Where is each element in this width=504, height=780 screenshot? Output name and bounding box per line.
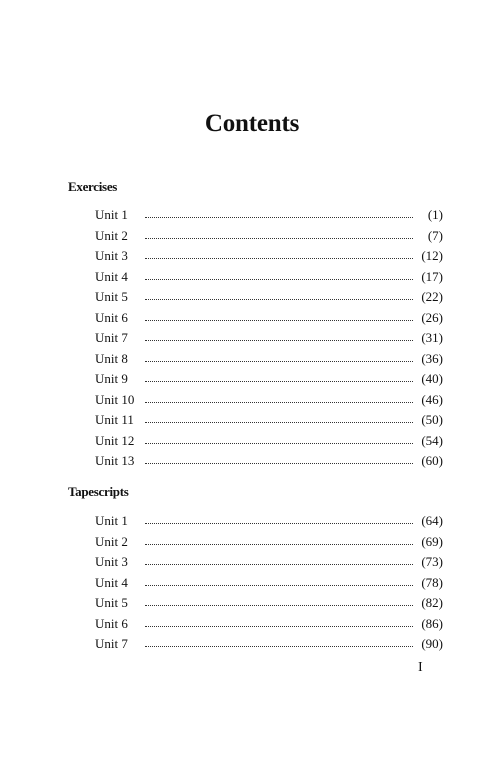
- dot-leader: [145, 442, 413, 444]
- toc-entry: [95, 349, 443, 370]
- dot-leader: [145, 522, 413, 524]
- toc-entry: [95, 552, 443, 573]
- toc-list-exercises: [95, 205, 443, 472]
- toc-entry: [95, 226, 443, 247]
- toc-entry-page: (40): [421, 371, 443, 387]
- toc-entry-label: Unit 1: [95, 207, 128, 223]
- dot-leader: [145, 645, 413, 647]
- toc-entry-label: Unit 6: [95, 615, 128, 631]
- toc-entry: [95, 593, 443, 614]
- section-heading-tapescripts: Tapescripts: [68, 484, 129, 499]
- toc-entry-page: (69): [421, 533, 443, 549]
- dot-leader: [145, 360, 413, 362]
- toc-entry-label: Unit 5: [95, 595, 128, 611]
- dot-leader: [145, 216, 413, 218]
- toc-entry: [95, 287, 443, 308]
- toc-entry-label: Unit 1: [95, 513, 128, 529]
- page-folio: I: [418, 660, 423, 675]
- toc-entry-label: Unit 6: [95, 309, 128, 325]
- dot-leader: [145, 380, 413, 382]
- toc-entry-label: Unit 10: [95, 391, 135, 407]
- toc-entry-page: (46): [421, 391, 443, 407]
- toc-entry-page: (60): [421, 453, 443, 469]
- toc-entry: [95, 369, 443, 390]
- dot-leader: [145, 319, 413, 321]
- section-heading-exercises: Exercises: [68, 179, 118, 194]
- toc-entry-label: Unit 11: [95, 412, 134, 428]
- toc-entry-page: (86): [421, 615, 443, 631]
- dot-leader: [145, 604, 413, 606]
- toc-entry: [95, 634, 443, 655]
- dot-leader: [145, 401, 413, 403]
- dot-leader: [145, 278, 413, 280]
- dot-leader: [145, 462, 413, 464]
- toc-entry-page: (54): [421, 432, 443, 448]
- toc-entry: [95, 614, 443, 635]
- toc-entry: [95, 246, 443, 267]
- toc-entry-page: (22): [421, 289, 443, 305]
- toc-entry-label: Unit 3: [95, 554, 128, 570]
- toc-entry-page: (50): [421, 412, 443, 428]
- toc-entry-label: Unit 2: [95, 533, 128, 549]
- toc-entry-label: Unit 3: [95, 248, 128, 264]
- toc-entry-label: Unit 4: [95, 268, 128, 284]
- toc-entry-page: (31): [421, 330, 443, 346]
- toc-entry-label: Unit 4: [95, 574, 128, 590]
- toc-entry: [95, 205, 443, 226]
- toc-entry: [95, 308, 443, 329]
- toc-entry: [95, 511, 443, 532]
- toc-entry: [95, 390, 443, 411]
- toc-entry-page: (73): [421, 554, 443, 570]
- toc-entry-label: Unit 7: [95, 636, 128, 652]
- toc-entry: [95, 431, 443, 452]
- toc-list-tapescripts: [95, 511, 443, 655]
- toc-entry-label: Unit 8: [95, 350, 128, 366]
- toc-entry-page: (12): [421, 248, 443, 264]
- toc-entry-page: (78): [421, 574, 443, 590]
- toc-entry-page: (7): [427, 227, 443, 243]
- toc-entry-page: (17): [421, 268, 443, 284]
- toc-entry-page: (26): [421, 309, 443, 325]
- toc-entry: [95, 532, 443, 553]
- dot-leader: [145, 257, 413, 259]
- dot-leader: [145, 543, 413, 545]
- toc-entry-label: Unit 13: [95, 453, 135, 469]
- dot-leader: [145, 339, 413, 341]
- toc-entry-page: (82): [421, 595, 443, 611]
- toc-entry-label: Unit 5: [95, 289, 128, 305]
- toc-entry: [95, 410, 443, 431]
- toc-entry: [95, 573, 443, 594]
- dot-leader: [145, 421, 413, 423]
- toc-entry-label: Unit 7: [95, 330, 128, 346]
- toc-entry-label: Unit 2: [95, 227, 128, 243]
- dot-leader: [145, 625, 413, 627]
- dot-leader: [145, 563, 413, 565]
- toc-entry-label: Unit 9: [95, 371, 128, 387]
- toc-entry-label: Unit 12: [95, 432, 135, 448]
- toc-entry: [95, 451, 443, 472]
- contents-title: Contents: [204, 110, 300, 137]
- toc-entry-page: (36): [421, 350, 443, 366]
- toc-entry: [95, 328, 443, 349]
- toc-entry-page: (90): [421, 636, 443, 652]
- dot-leader: [145, 298, 413, 300]
- toc-entry-page: (1): [427, 207, 443, 223]
- toc-entry-page: (64): [421, 513, 443, 529]
- toc-entry: [95, 267, 443, 288]
- dot-leader: [145, 237, 413, 239]
- dot-leader: [145, 584, 413, 586]
